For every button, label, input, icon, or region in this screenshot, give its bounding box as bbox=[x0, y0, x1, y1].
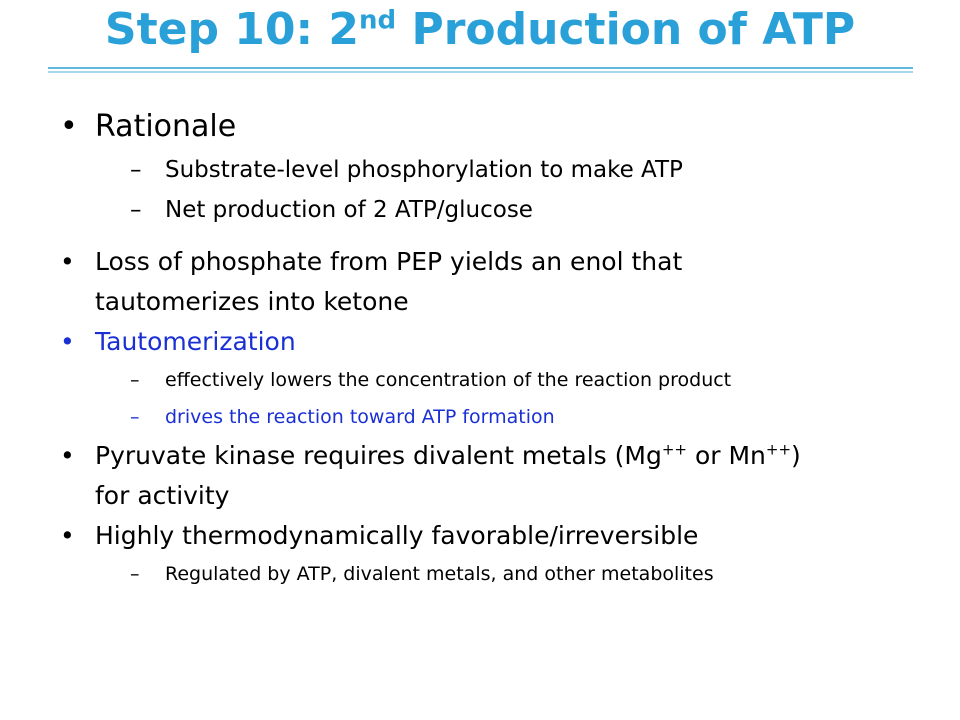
sub-bullet-text: Regulated by ATP, divalent metals, and other metabolites bbox=[165, 563, 714, 585]
bullet-thermodynamics bbox=[60, 516, 950, 556]
title-superscript: nd bbox=[359, 5, 397, 36]
slide-body bbox=[60, 104, 950, 593]
dash-glyph: – bbox=[130, 157, 142, 183]
sub-bullet bbox=[60, 362, 950, 399]
sub-bullet-text: effectively lowers the concentration of the reaction product bbox=[165, 369, 732, 391]
bullet-glyph: • bbox=[60, 109, 78, 144]
bullet-continuation bbox=[60, 476, 950, 516]
bullet-glyph: • bbox=[60, 327, 75, 356]
title-prefix: Step 10: 2 bbox=[104, 4, 360, 55]
sub-bullet-text: Net production of 2 ATP/glucose bbox=[165, 197, 533, 223]
superscript-charge: ++ bbox=[661, 440, 687, 459]
dash-glyph: – bbox=[130, 406, 140, 428]
bullet-loss-of-phosphate bbox=[60, 242, 950, 282]
dash-glyph: – bbox=[130, 369, 140, 391]
bullet-glyph: • bbox=[60, 247, 75, 276]
bullet-text: Highly thermodynamically favorable/irreversible bbox=[95, 521, 699, 550]
bullet-text-part1: Pyruvate kinase requires divalent metals (Mg bbox=[95, 441, 662, 470]
title-suffix: Production of ATP bbox=[396, 4, 856, 55]
sub-bullet-text: Substrate-level phosphorylation to make ATP bbox=[165, 157, 683, 183]
bullet-text-line2: for activity bbox=[95, 481, 230, 510]
dash-glyph: – bbox=[130, 563, 140, 585]
bullet-continuation bbox=[60, 282, 950, 322]
superscript-charge: ++ bbox=[765, 440, 792, 459]
sub-bullet-text: drives the reaction toward ATP formation bbox=[165, 406, 555, 428]
bullet-text-line2: tautomerizes into ketone bbox=[95, 287, 409, 316]
bullet-text: Tautomerization bbox=[95, 327, 296, 356]
sub-bullet bbox=[60, 150, 950, 190]
bullet-text-line1: Loss of phosphate from PEP yields an enol that bbox=[95, 247, 683, 276]
bullet-text: Rationale bbox=[95, 109, 237, 144]
sub-bullet bbox=[60, 556, 950, 593]
sub-bullet bbox=[60, 399, 950, 436]
title-underline-light bbox=[48, 71, 913, 73]
bullet-rationale bbox=[60, 104, 950, 150]
bullet-text-part3: ) bbox=[791, 441, 801, 470]
slide-title bbox=[0, 4, 960, 55]
bullet-text-part2: or Mn bbox=[687, 441, 766, 470]
bullet-tautomerization bbox=[60, 322, 950, 362]
bullet-pyruvate-kinase bbox=[60, 436, 950, 476]
title-underline bbox=[48, 67, 913, 69]
bullet-glyph: • bbox=[60, 441, 75, 470]
bullet-glyph: • bbox=[60, 521, 75, 550]
sub-bullet bbox=[60, 190, 950, 230]
dash-glyph: – bbox=[130, 197, 142, 223]
